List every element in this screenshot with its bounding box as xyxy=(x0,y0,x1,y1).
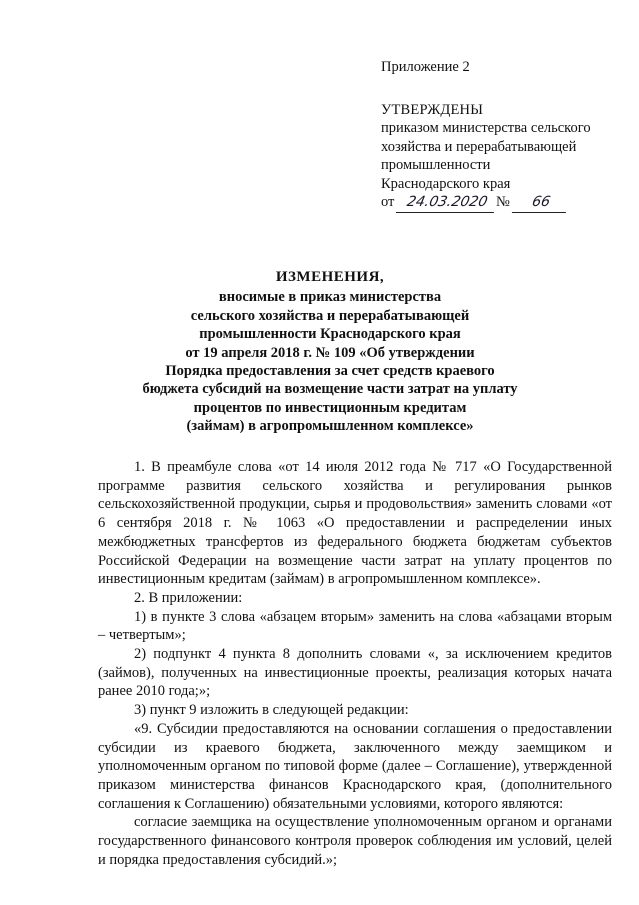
title-line: (займам) в агропромышленном комплексе» xyxy=(186,418,474,435)
from-label: от xyxy=(381,194,395,210)
paragraph-item-2: 2) подпункт 4 пункта 8 дополнить словами «, за исключением кредитов (займов), полученных на инвестиционные проекты, реализация которых начата ранее 2010 года;»; xyxy=(98,646,612,700)
approved-heading: УТВЕРЖДЕНЫ xyxy=(381,101,484,118)
title-line: Порядка предоставления за счет средств краевого xyxy=(165,363,495,380)
approval-line: хозяйства и перерабатывающей xyxy=(381,138,577,155)
document-body xyxy=(98,458,612,869)
title-line: сельского хозяйства и перерабатывающей xyxy=(190,307,470,324)
approval-line: Краснодарского края xyxy=(381,175,511,192)
paragraph-preamble: 1. В преамбуле слова «от 14 июля 2012 года № 717 «О Государственной программе развития сельского хозяйства и регулирования рынков сельскохозяйственной продукции, сырья и продовольствия» заменить словами «от 6 сентября 2018 г. № 1063 «О предоставлении и распределении иных межбюджетных трансфертов из федерального бюджета бюджетам субъектов Российской Федерации на возмещение части затрат на уплату процентов по инвестиционным кредитам (займам) в агропромышленном комплексе». xyxy=(98,459,612,588)
title-line: промышленности Краснодарского края xyxy=(199,326,461,343)
paragraph-item-1: 1) в пункте 3 слова «абзацем вторым» заменить на слова «абзацами вторым – четвертым»; xyxy=(98,608,612,644)
paragraph-consent: согласие заемщика на осуществление уполномоченным органом и органами государственного финансового контроля проверок соблюдения им условий, целей и порядка предоставления субсидий.»; xyxy=(98,814,612,868)
title-line: бюджета субсидий на возмещение части затрат на уплату xyxy=(142,381,518,398)
appendix-label: Приложение 2 xyxy=(381,59,470,75)
handwritten-date: 24.03.2020 xyxy=(396,193,498,213)
approval-date-row xyxy=(381,193,631,213)
document-title xyxy=(60,268,600,436)
approval-line: промышленности xyxy=(381,157,491,173)
handwritten-number: 66 xyxy=(511,193,569,213)
paragraph-point-9: «9. Субсидии предоставляются на основании соглашения о предоставлении субсидии из краевого бюджета, заключенного между заемщиком и уполномоченным органом по типовой форме (далее – Соглашение), утвержденной приказом министерства финансов Краснодарского края, (дополнительного соглашения к Соглашению) обязательными условиями, которого являются: xyxy=(98,720,612,812)
approval-line: приказом министерства сельского xyxy=(381,120,591,136)
title-line: процентов по инвестиционным кредитам xyxy=(193,399,467,416)
title-line: от 19 апреля 2018 г. № 109 «Об утверждении xyxy=(185,344,475,361)
number-label: № xyxy=(496,194,510,210)
paragraph-item-3: 3) пункт 9 изложить в следующей редакции: xyxy=(134,702,409,719)
title-line: вносимые в приказ министерства xyxy=(218,289,442,306)
paragraph-appendix: 2. В приложении: xyxy=(134,589,243,606)
approval-block xyxy=(381,58,631,213)
title-main: ИЗМЕНЕНИЯ, xyxy=(275,269,385,285)
